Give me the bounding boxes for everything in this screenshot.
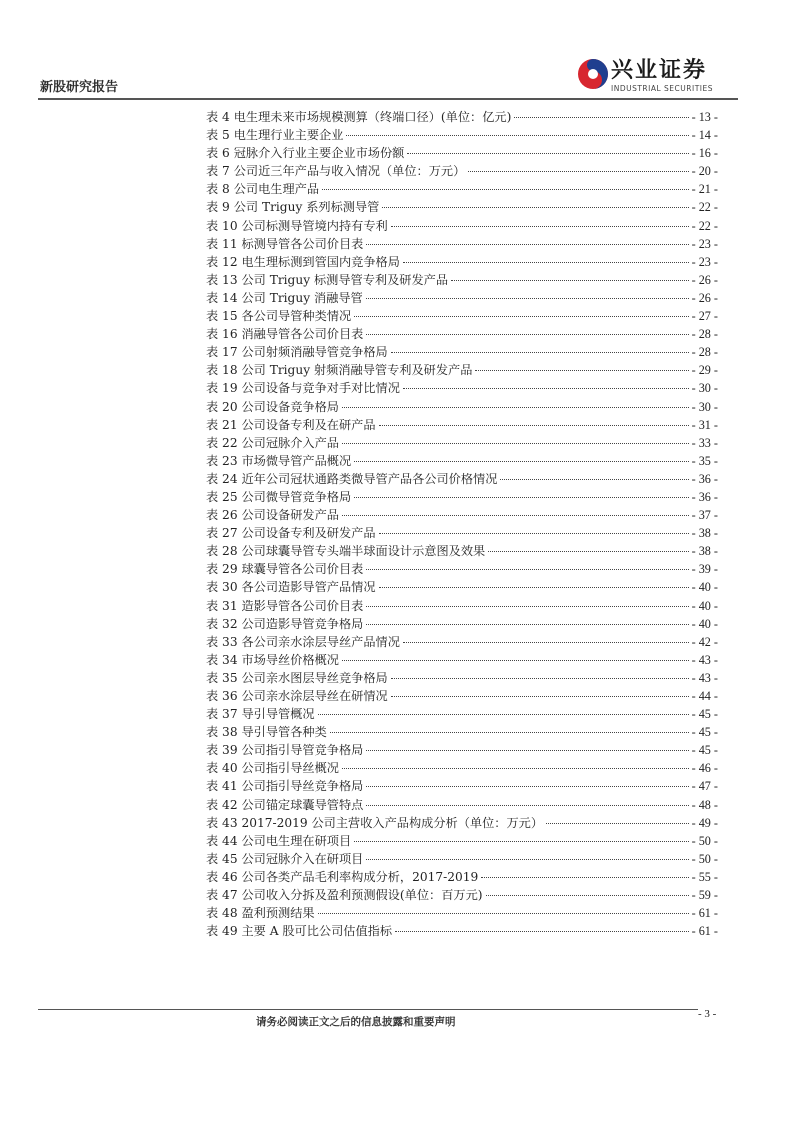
table-of-contents <box>206 108 718 940</box>
toc-leader-dots <box>379 425 689 426</box>
toc-entry-page: - 33 - <box>691 435 718 450</box>
toc-entry[interactable] <box>206 325 718 343</box>
toc-entry-page: - 50 - <box>691 851 718 866</box>
toc-entry[interactable] <box>206 705 718 723</box>
toc-entry-title: 表 39 公司指引导管竞争格局 <box>206 743 364 758</box>
toc-entry[interactable] <box>206 126 718 144</box>
toc-leader-dots <box>354 461 688 462</box>
toc-leader-dots <box>318 913 689 914</box>
toc-leader-dots <box>468 171 688 172</box>
toc-entry-page: - 45 - <box>691 743 718 758</box>
toc-leader-dots <box>391 678 689 679</box>
toc-entry-page: - 22 - <box>691 218 718 233</box>
toc-entry-title: 表 18 公司 Triguy 射频消融导管专利及研发产品 <box>206 363 473 378</box>
toc-entry[interactable] <box>206 542 718 560</box>
toc-entry-title: 表 8 公司电生理产品 <box>206 182 320 197</box>
toc-entry[interactable] <box>206 759 718 777</box>
footer-divider <box>38 1009 698 1010</box>
toc-entry-title: 表 15 各公司导管种类情况 <box>206 309 352 324</box>
toc-entry[interactable] <box>206 416 718 434</box>
toc-entry-title: 表 44 公司电生理在研项目 <box>206 833 352 848</box>
disclosure-notice: 请务必阅读正文之后的信息披露和重要声明 <box>256 1016 456 1028</box>
toc-entry[interactable] <box>206 669 718 687</box>
report-type-label: 新股研究报告 <box>40 80 119 95</box>
toc-entry-title: 表 24 近年公司冠状通路类微导管产品各公司价格情况 <box>206 471 498 486</box>
toc-entry[interactable] <box>206 488 718 506</box>
toc-entry-title: 表 10 公司标测导管境内持有专利 <box>206 218 388 233</box>
toc-entry-title: 表 13 公司 Triguy 标测导管专利及研发产品 <box>206 272 449 287</box>
toc-entry-title: 表 31 造影导管各公司价目表 <box>206 598 364 613</box>
toc-entry-page: - 28 - <box>691 345 718 360</box>
toc-entry-page: - 28 - <box>691 327 718 342</box>
toc-entry-page: - 26 - <box>691 272 718 287</box>
toc-leader-dots <box>342 443 689 444</box>
toc-entry-title: 表 16 消融导管各公司价目表 <box>206 327 364 342</box>
toc-entry-page: - 21 - <box>691 182 718 197</box>
toc-leader-dots <box>366 334 688 335</box>
toc-entry[interactable] <box>206 615 718 633</box>
toc-entry[interactable] <box>206 289 718 307</box>
toc-leader-dots <box>366 624 688 625</box>
toc-entry-page: - 61 - <box>691 906 718 921</box>
toc-entry-title: 表 28 公司球囊导管专头端半球面设计示意图及效果 <box>206 544 486 559</box>
toc-entry[interactable] <box>206 470 718 488</box>
toc-leader-dots <box>330 732 689 733</box>
toc-entry[interactable] <box>206 904 718 922</box>
toc-entry[interactable] <box>206 687 718 705</box>
toc-entry-title: 表 33 各公司亲水涂层导丝产品情况 <box>206 634 400 649</box>
toc-leader-dots <box>403 642 689 643</box>
toc-entry-page: - 40 - <box>691 580 718 595</box>
toc-entry-title: 表 45 公司冠脉介入在研项目 <box>206 851 364 866</box>
toc-entry[interactable] <box>206 814 718 832</box>
toc-entry-page: - 46 - <box>691 761 718 776</box>
toc-leader-dots <box>366 569 688 570</box>
toc-entry[interactable] <box>206 723 718 741</box>
page-number: - 3 - <box>698 1008 717 1020</box>
toc-entry-page: - 20 - <box>691 164 718 179</box>
toc-entry[interactable] <box>206 597 718 615</box>
toc-entry-page: - 55 - <box>691 869 718 884</box>
toc-entry[interactable] <box>206 343 718 361</box>
toc-leader-dots <box>318 714 689 715</box>
toc-entry-title: 表 20 公司设备竞争格局 <box>206 399 339 414</box>
toc-leader-dots <box>451 280 689 281</box>
toc-entry[interactable] <box>206 452 718 470</box>
toc-leader-dots <box>366 606 688 607</box>
toc-entry-page: - 23 - <box>691 236 718 251</box>
toc-entry-title: 表 6 冠脉介入行业主要企业市场份额 <box>206 146 405 161</box>
toc-leader-dots <box>514 117 688 118</box>
toc-leader-dots <box>391 696 689 697</box>
toc-entry-page: - 40 - <box>691 598 718 613</box>
toc-entry-page: - 23 - <box>691 254 718 269</box>
toc-entry[interactable] <box>206 144 718 162</box>
brand-subtitle: INDUSTRIAL SECURITIES <box>611 84 713 93</box>
toc-leader-dots <box>546 823 689 824</box>
toc-leader-dots <box>354 841 688 842</box>
toc-entry-title: 表 42 公司锚定球囊导管特点 <box>206 797 364 812</box>
toc-leader-dots <box>475 370 688 371</box>
toc-entry[interactable] <box>206 741 718 759</box>
toc-entry-title: 表 26 公司设备研发产品 <box>206 508 339 523</box>
toc-entry-title: 表 12 电生理标测到管国内竞争格局 <box>206 254 400 269</box>
toc-entry[interactable] <box>206 886 718 904</box>
header-divider <box>38 98 738 100</box>
toc-entry-title: 表 14 公司 Triguy 消融导管 <box>206 290 363 305</box>
toc-entry-page: - 22 - <box>691 200 718 215</box>
toc-leader-dots <box>366 244 688 245</box>
toc-entry[interactable] <box>206 868 718 886</box>
toc-entry-page: - 30 - <box>691 381 718 396</box>
toc-entry-title: 表 17 公司射频消融导管竞争格局 <box>206 345 388 360</box>
toc-entry-page: - 38 - <box>691 544 718 559</box>
toc-entry-title: 表 41 公司指引导丝竞争格局 <box>206 779 364 794</box>
toc-entry[interactable] <box>206 796 718 814</box>
toc-entry[interactable] <box>206 198 718 216</box>
toc-entry-title: 表 11 标测导管各公司价目表 <box>206 236 364 251</box>
toc-entry-title: 表 36 公司亲水涂层导丝在研情况 <box>206 689 388 703</box>
toc-leader-dots <box>395 931 689 932</box>
toc-entry[interactable] <box>206 180 718 198</box>
toc-entry-title: 表 30 各公司造影导管产品情况 <box>206 580 376 595</box>
toc-entry[interactable] <box>206 922 718 940</box>
toc-entry-title: 表 47 公司收入分拆及盈利预测假设(单位：百万元) <box>206 888 483 903</box>
toc-entry-page: - 59 - <box>691 888 718 903</box>
toc-entry[interactable] <box>206 398 718 416</box>
toc-entry[interactable] <box>206 633 718 651</box>
toc-entry-title: 表 40 公司指引导丝概况 <box>206 761 339 776</box>
toc-entry-title: 表 5 电生理行业主要企业 <box>206 128 344 143</box>
toc-entry-page: - 16 - <box>691 146 718 161</box>
toc-leader-dots <box>342 768 689 769</box>
toc-entry-page: - 49 - <box>691 815 718 830</box>
toc-entry[interactable] <box>206 524 718 542</box>
toc-leader-dots <box>322 189 689 190</box>
toc-entry[interactable] <box>206 271 718 289</box>
toc-entry-title: 表 27 公司设备专利及研发产品 <box>206 526 376 541</box>
toc-entry-page: - 43 - <box>691 670 718 685</box>
toc-entry-page: - 38 - <box>691 526 718 541</box>
toc-entry-title: 表 38 导引导管各种类 <box>206 725 327 740</box>
brand-name: 兴业证券 <box>611 57 708 83</box>
toc-entry-page: - 40 - <box>691 616 718 631</box>
toc-entry-title: 表 46 公司各类产品毛利率构成分析，2017-2019 <box>206 869 479 884</box>
toc-leader-dots <box>354 497 688 498</box>
toc-leader-dots <box>342 515 689 516</box>
toc-entry-page: - 42 - <box>691 634 718 649</box>
toc-entry-title: 表 22 公司冠脉介入产品 <box>206 435 339 450</box>
toc-leader-dots <box>354 316 688 317</box>
toc-leader-dots <box>500 479 688 480</box>
toc-leader-dots <box>407 153 688 154</box>
toc-entry-page: - 36 - <box>691 471 718 486</box>
toc-entry-title: 表 25 公司微导管竞争格局 <box>206 489 352 504</box>
toc-entry[interactable] <box>206 506 718 524</box>
toc-entry-title: 表 37 导引导管概况 <box>206 707 315 722</box>
toc-leader-dots <box>342 660 689 661</box>
toc-entry[interactable] <box>206 777 718 795</box>
toc-leader-dots <box>391 226 689 227</box>
toc-entry-title: 表 34 市场导丝价格概况 <box>206 652 339 667</box>
toc-entry-title: 表 43 2017-2019 公司主营收入产品构成分析（单位：万元） <box>206 815 544 830</box>
toc-entry[interactable] <box>206 162 718 180</box>
toc-entry-page: - 44 - <box>691 689 718 703</box>
toc-entry[interactable] <box>206 850 718 868</box>
toc-entry-page: - 27 - <box>691 309 718 324</box>
toc-entry-title: 表 9 公司 Triguy 系列标测导管 <box>206 200 380 215</box>
toc-entry-page: - 48 - <box>691 797 718 812</box>
toc-entry[interactable] <box>206 217 718 235</box>
toc-entry-page: - 37 - <box>691 508 718 523</box>
toc-entry-page: - 61 - <box>691 924 718 939</box>
toc-leader-dots <box>342 407 689 408</box>
toc-entry-title: 表 35 公司亲水图层导丝竞争格局 <box>206 670 388 685</box>
toc-entry-page: - 36 - <box>691 489 718 504</box>
toc-entry-page: - 30 - <box>691 399 718 414</box>
toc-leader-dots <box>481 877 688 878</box>
toc-leader-dots <box>366 786 688 787</box>
toc-leader-dots <box>366 750 688 751</box>
toc-entry[interactable] <box>206 307 718 325</box>
toc-entry[interactable] <box>206 651 718 669</box>
toc-entry[interactable] <box>206 560 718 578</box>
toc-entry-page: - 14 - <box>691 128 718 143</box>
toc-entry-title: 表 19 公司设备与竞争对手对比情况 <box>206 381 400 396</box>
toc-entry-page: - 39 - <box>691 562 718 577</box>
toc-entry-title: 表 48 盈利预测结果 <box>206 906 315 921</box>
toc-entry-title: 表 4 电生理未来市场规模测算（终端口径）(单位：亿元) <box>206 110 512 124</box>
toc-leader-dots <box>379 587 689 588</box>
toc-entry-title: 表 7 公司近三年产品与收入情况（单位：万元） <box>206 164 466 179</box>
toc-leader-dots <box>488 551 688 552</box>
toc-entry-page: - 26 - <box>691 290 718 305</box>
toc-entry[interactable] <box>206 434 718 452</box>
toc-leader-dots <box>366 298 689 299</box>
toc-leader-dots <box>382 207 688 208</box>
toc-entry-page: - 35 - <box>691 453 718 468</box>
brand-logo <box>577 55 737 97</box>
toc-leader-dots <box>391 352 689 353</box>
toc-entry-title: 表 49 主要 A 股可比公司估值指标 <box>206 924 393 939</box>
toc-entry-page: - 29 - <box>691 363 718 378</box>
toc-entry[interactable] <box>206 235 718 253</box>
toc-entry-page: - 45 - <box>691 725 718 740</box>
toc-leader-dots <box>486 895 689 896</box>
toc-entry[interactable] <box>206 361 718 379</box>
toc-entry-title: 表 32 公司造影导管竞争格局 <box>206 616 364 631</box>
toc-entry-page: - 13 - <box>691 110 718 124</box>
toc-entry[interactable] <box>206 578 718 596</box>
toc-entry-page: - 50 - <box>691 833 718 848</box>
toc-entry[interactable] <box>206 379 718 397</box>
toc-leader-dots <box>379 533 689 534</box>
toc-entry[interactable] <box>206 108 718 126</box>
toc-entry-page: - 45 - <box>691 707 718 722</box>
toc-entry-title: 表 21 公司设备专利及在研产品 <box>206 417 376 432</box>
toc-leader-dots <box>366 859 688 860</box>
toc-entry[interactable] <box>206 832 718 850</box>
toc-entry-page: - 47 - <box>691 779 718 794</box>
toc-leader-dots <box>346 135 688 136</box>
toc-entry-title: 表 23 市场微导管产品概况 <box>206 453 352 468</box>
toc-entry[interactable] <box>206 253 718 271</box>
toc-leader-dots <box>403 388 689 389</box>
toc-leader-dots <box>403 262 689 263</box>
brand-emblem-icon <box>577 55 609 93</box>
toc-entry-page: - 31 - <box>691 417 718 432</box>
toc-entry-title: 表 29 球囊导管各公司价目表 <box>206 562 364 577</box>
toc-leader-dots <box>366 805 688 806</box>
toc-entry-page: - 43 - <box>691 652 718 667</box>
